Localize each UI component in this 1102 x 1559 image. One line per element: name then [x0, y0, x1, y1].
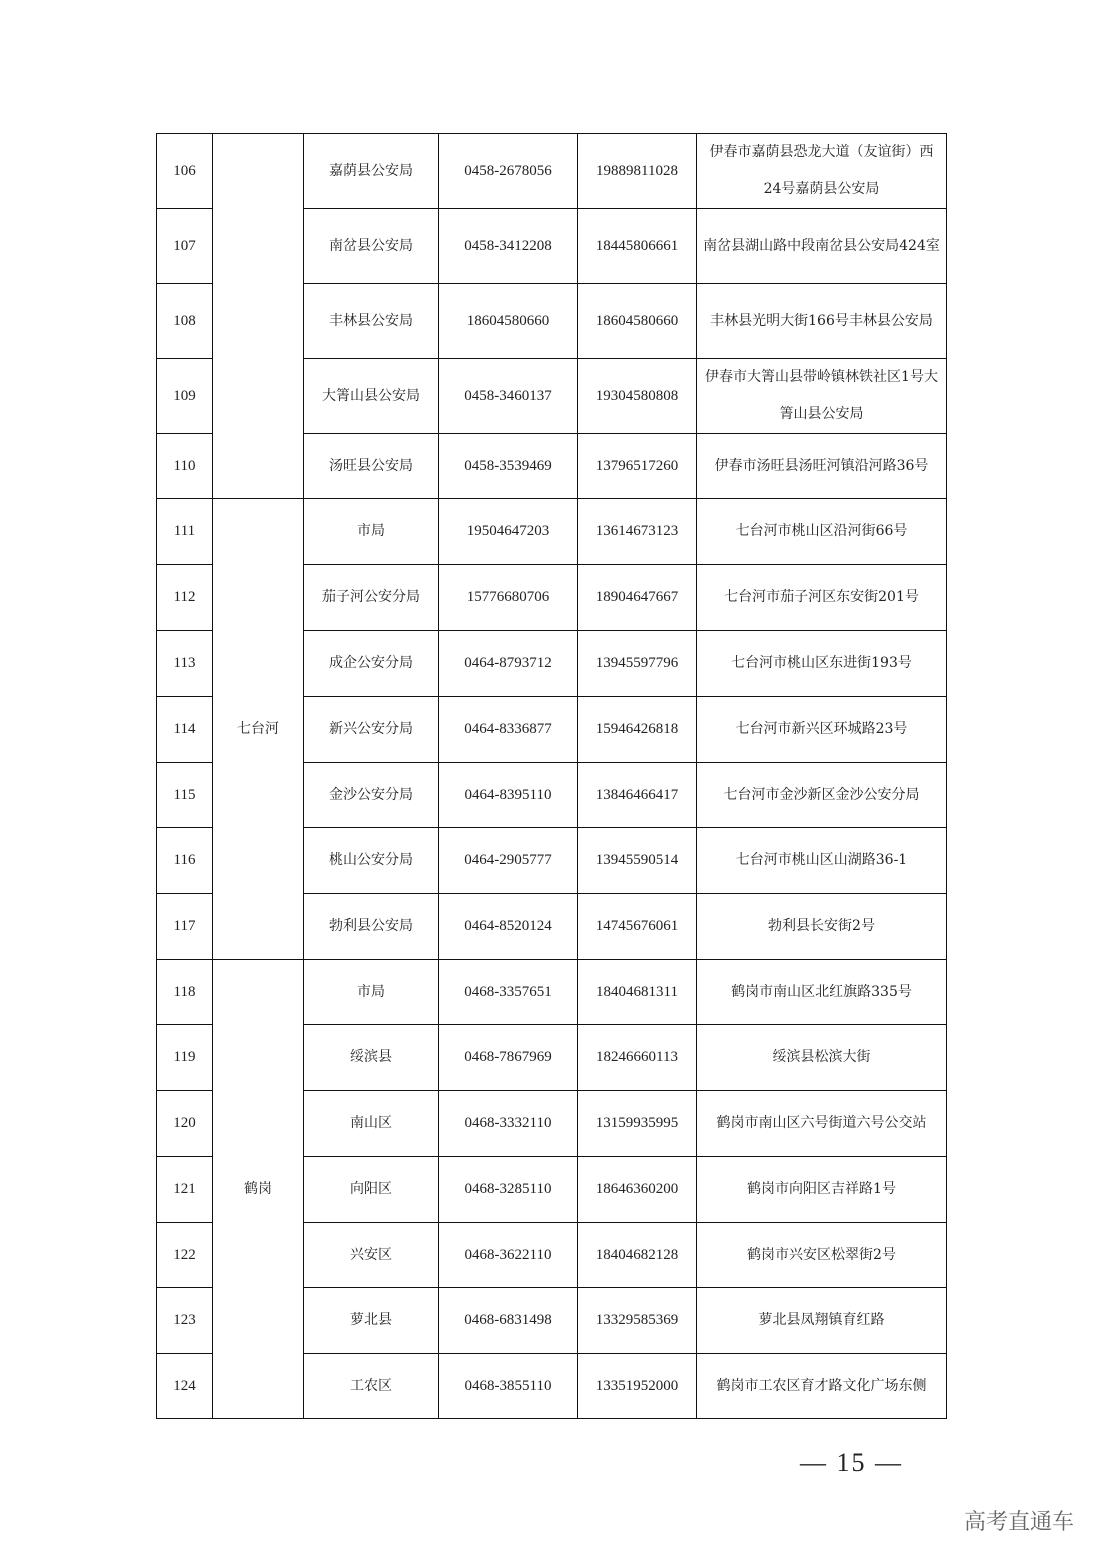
- unit-name: 市局: [304, 960, 439, 1025]
- unit-name: 勃利县公安局: [304, 894, 439, 960]
- address: 南岔县湖山路中段南岔县公安局424室: [697, 209, 947, 284]
- landline-phone: 0468-3855110: [439, 1354, 578, 1419]
- row-number: 118: [157, 960, 213, 1025]
- row-number: 107: [157, 209, 213, 284]
- police-contact-table: [156, 133, 947, 1419]
- mobile-phone: 18404681311: [578, 960, 697, 1025]
- address: 鹤岗市南山区六号街道六号公交站: [697, 1091, 947, 1157]
- landline-phone: 19504647203: [439, 499, 578, 565]
- unit-name: 桃山公安分局: [304, 828, 439, 894]
- row-number: 114: [157, 697, 213, 763]
- address: 七台河市金沙新区金沙公安分局: [697, 763, 947, 828]
- landline-phone: 18604580660: [439, 284, 578, 359]
- unit-name: 向阳区: [304, 1157, 439, 1223]
- city-group: [213, 134, 304, 499]
- mobile-phone: 18646360200: [578, 1157, 697, 1223]
- unit-name: 大箐山县公安局: [304, 359, 439, 434]
- address: 七台河市桃山区山湖路36-1: [697, 828, 947, 894]
- address: 鹤岗市南山区北红旗路335号: [697, 960, 947, 1025]
- landline-phone: 0468-3332110: [439, 1091, 578, 1157]
- unit-name: 丰林县公安局: [304, 284, 439, 359]
- address: 七台河市桃山区沿河街66号: [697, 499, 947, 565]
- row-number: 117: [157, 894, 213, 960]
- row-number: 106: [157, 134, 213, 209]
- landline-phone: 0458-3412208: [439, 209, 578, 284]
- landline-phone: 0464-8395110: [439, 763, 578, 828]
- landline-phone: 0468-3622110: [439, 1223, 578, 1288]
- address: 鹤岗市工农区育才路文化广场东侧: [697, 1354, 947, 1419]
- mobile-phone: 13945597796: [578, 631, 697, 697]
- mobile-phone: 18445806661: [578, 209, 697, 284]
- row-number: 109: [157, 359, 213, 434]
- row-number: 120: [157, 1091, 213, 1157]
- landline-phone: 0458-3460137: [439, 359, 578, 434]
- address: 七台河市桃山区东进街193号: [697, 631, 947, 697]
- mobile-phone: 13945590514: [578, 828, 697, 894]
- landline-phone: 0464-8793712: [439, 631, 578, 697]
- row-number: 108: [157, 284, 213, 359]
- unit-name: 市局: [304, 499, 439, 565]
- mobile-phone: 18904647667: [578, 565, 697, 631]
- landline-phone: 15776680706: [439, 565, 578, 631]
- page-number: — 15 —: [800, 1448, 903, 1477]
- row-number: 112: [157, 565, 213, 631]
- mobile-phone: 15946426818: [578, 697, 697, 763]
- landline-phone: 0458-3539469: [439, 434, 578, 499]
- row-number: 122: [157, 1223, 213, 1288]
- row-number: 110: [157, 434, 213, 499]
- unit-name: 新兴公安分局: [304, 697, 439, 763]
- landline-phone: 0458-2678056: [439, 134, 578, 209]
- watermark: 高考直通车: [964, 1510, 1075, 1535]
- address: 萝北县凤翔镇育红路: [697, 1288, 947, 1354]
- unit-name: 萝北县: [304, 1288, 439, 1354]
- mobile-phone: 13846466417: [578, 763, 697, 828]
- city-group: 七台河: [213, 499, 304, 960]
- table-row: [157, 134, 947, 209]
- row-number: 115: [157, 763, 213, 828]
- address: 绥滨县松滨大街: [697, 1025, 947, 1091]
- address: 伊春市嘉荫县恐龙大道（友谊街）西24号嘉荫县公安局: [697, 134, 947, 209]
- row-number: 111: [157, 499, 213, 565]
- table-row: [157, 499, 947, 565]
- address: 丰林县光明大街166号丰林县公安局: [697, 284, 947, 359]
- row-number: 124: [157, 1354, 213, 1419]
- landline-phone: 0468-6831498: [439, 1288, 578, 1354]
- unit-name: 成企公安分局: [304, 631, 439, 697]
- mobile-phone: 13796517260: [578, 434, 697, 499]
- landline-phone: 0468-3357651: [439, 960, 578, 1025]
- address: 伊春市大箐山县带岭镇林铁社区1号大箐山县公安局: [697, 359, 947, 434]
- unit-name: 金沙公安分局: [304, 763, 439, 828]
- mobile-phone: 13351952000: [578, 1354, 697, 1419]
- unit-name: 南岔县公安局: [304, 209, 439, 284]
- table-row: [157, 960, 947, 1025]
- row-number: 116: [157, 828, 213, 894]
- address: 伊春市汤旺县汤旺河镇沿河路36号: [697, 434, 947, 499]
- mobile-phone: 19304580808: [578, 359, 697, 434]
- row-number: 113: [157, 631, 213, 697]
- address: 七台河市茄子河区东安街201号: [697, 565, 947, 631]
- city-group: 鹤岗: [213, 960, 304, 1419]
- landline-phone: 0464-8336877: [439, 697, 578, 763]
- unit-name: 绥滨县: [304, 1025, 439, 1091]
- unit-name: 工农区: [304, 1354, 439, 1419]
- unit-name: 汤旺县公安局: [304, 434, 439, 499]
- unit-name: 茄子河公安分局: [304, 565, 439, 631]
- address: 七台河市新兴区环城路23号: [697, 697, 947, 763]
- row-number: 123: [157, 1288, 213, 1354]
- row-number: 121: [157, 1157, 213, 1223]
- mobile-phone: 18604580660: [578, 284, 697, 359]
- address: 鹤岗市兴安区松翠街2号: [697, 1223, 947, 1288]
- address: 鹤岗市向阳区吉祥路1号: [697, 1157, 947, 1223]
- mobile-phone: 13329585369: [578, 1288, 697, 1354]
- unit-name: 南山区: [304, 1091, 439, 1157]
- mobile-phone: 18404682128: [578, 1223, 697, 1288]
- landline-phone: 0464-8520124: [439, 894, 578, 960]
- mobile-phone: 14745676061: [578, 894, 697, 960]
- landline-phone: 0464-2905777: [439, 828, 578, 894]
- row-number: 119: [157, 1025, 213, 1091]
- mobile-phone: 19889811028: [578, 134, 697, 209]
- unit-name: 兴安区: [304, 1223, 439, 1288]
- mobile-phone: 13614673123: [578, 499, 697, 565]
- mobile-phone: 13159935995: [578, 1091, 697, 1157]
- landline-phone: 0468-3285110: [439, 1157, 578, 1223]
- landline-phone: 0468-7867969: [439, 1025, 578, 1091]
- address: 勃利县长安街2号: [697, 894, 947, 960]
- mobile-phone: 18246660113: [578, 1025, 697, 1091]
- unit-name: 嘉荫县公安局: [304, 134, 439, 209]
